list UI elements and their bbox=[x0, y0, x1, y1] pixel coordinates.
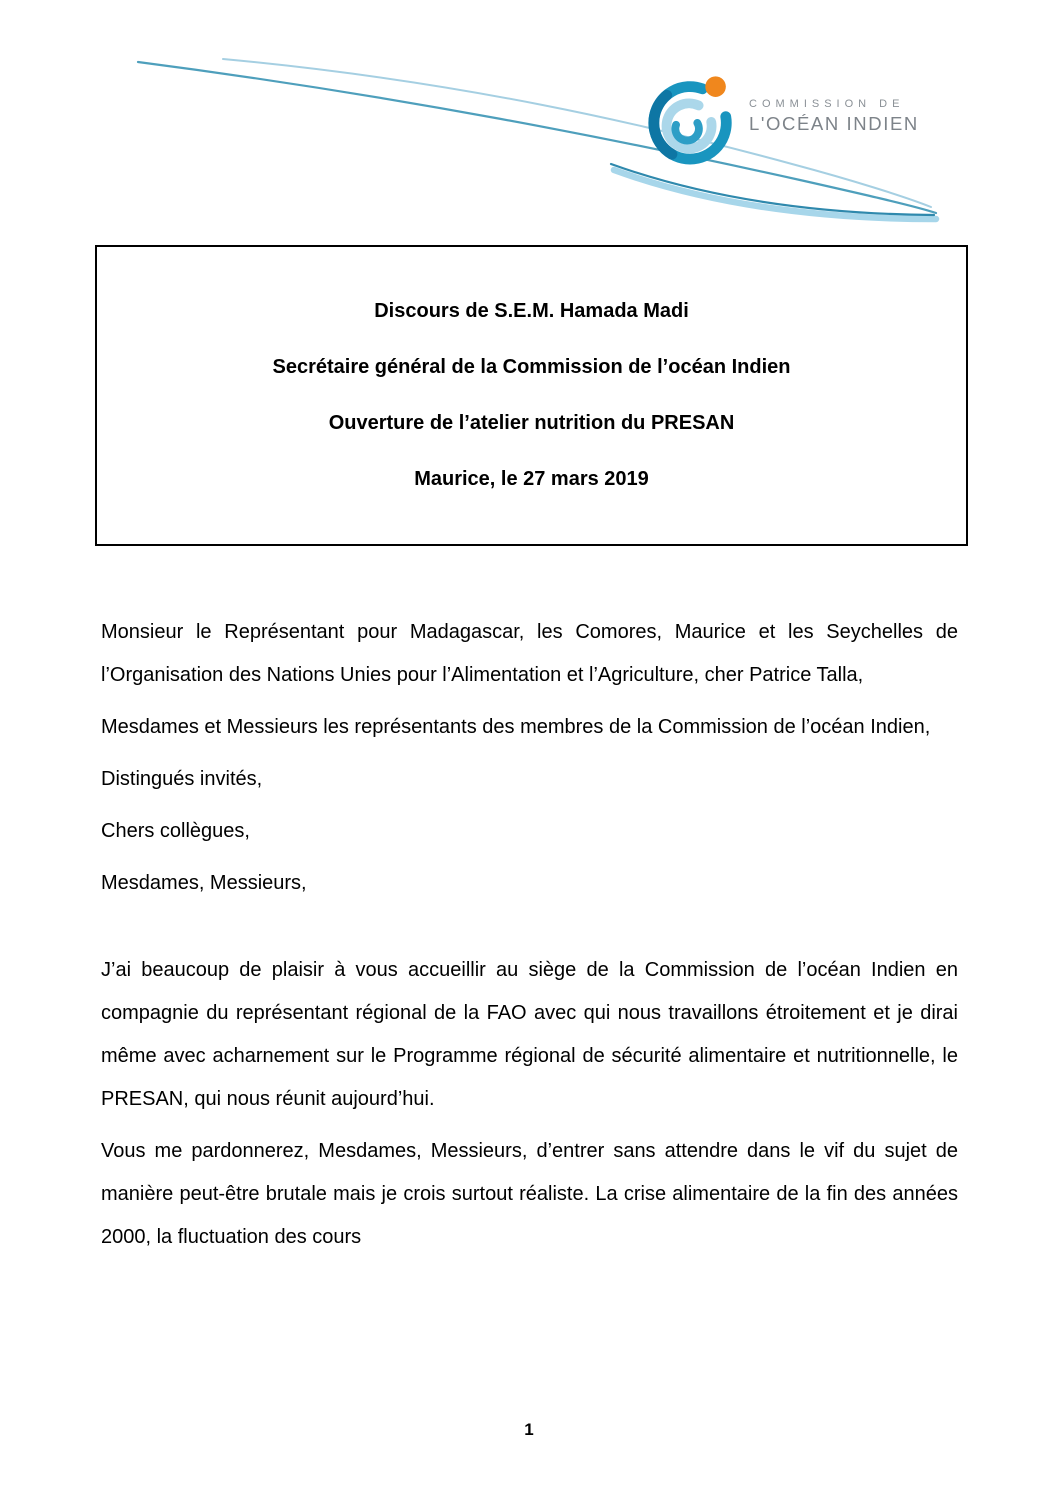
paragraph-salutation-colleagues: Chers collègues, bbox=[101, 820, 250, 842]
coi-logo bbox=[645, 70, 919, 168]
coi-logo-text bbox=[749, 98, 919, 135]
paragraph-welcome: J’ai beaucoup de plaisir à vous accueillir au siège de la Commission de l’océan Indien en compagnie du représentant régional de la FAO avec qui nous travaillons étroitement et je dirai même avec acharnement sur le Programme régional de sécurité alimentaire et nutritionnelle, le PRESAN, qui nous réunit aujourd’hui. bbox=[101, 959, 958, 1110]
paragraph-salutation-fao: Monsieur le Représentant pour Madagascar, les Comores, Maurice et les Seychelles de l’Organisation des Nations Unies pour l’Alimentation et l’Agriculture, cher Patrice Talla, bbox=[101, 621, 958, 686]
orange-dot-icon bbox=[705, 76, 726, 97]
page-number: 1 bbox=[524, 1420, 534, 1439]
title-line-3: Ouverture de l’atelier nutrition du PRESAN bbox=[328, 412, 735, 434]
paragraph-salutation-ladies-gentlemen: Mesdames, Messieurs, bbox=[101, 872, 307, 894]
title-line-2: Secrétaire général de la Commission de l’océan Indien bbox=[272, 356, 791, 378]
title-line-4: Maurice, le 27 mars 2019 bbox=[414, 468, 649, 490]
title-line-1: Discours de S.E.M. Hamada Madi bbox=[374, 300, 689, 322]
logo-org-name-top: COMMISSION DE bbox=[749, 98, 905, 110]
paragraph-salutation-members: Mesdames et Messieurs les représentants des membres de la Commission de l’océan Indien, bbox=[101, 716, 931, 738]
logo-org-name-bottom: L'OCÉAN INDIEN bbox=[749, 113, 919, 134]
paragraph-salutation-guests: Distingués invités, bbox=[101, 768, 263, 790]
title-box bbox=[95, 245, 968, 546]
paragraph-food-crisis: Vous me pardonnerez, Mesdames, Messieurs, d’entrer sans attendre dans le vif du sujet de manière peut-être brutale mais je crois surtout réaliste. La crise alimentaire de la fin des années 2000, la fluctuation des cours bbox=[101, 1140, 958, 1248]
coi-logo-mark-icon bbox=[645, 70, 743, 168]
speech-body bbox=[101, 611, 958, 1268]
